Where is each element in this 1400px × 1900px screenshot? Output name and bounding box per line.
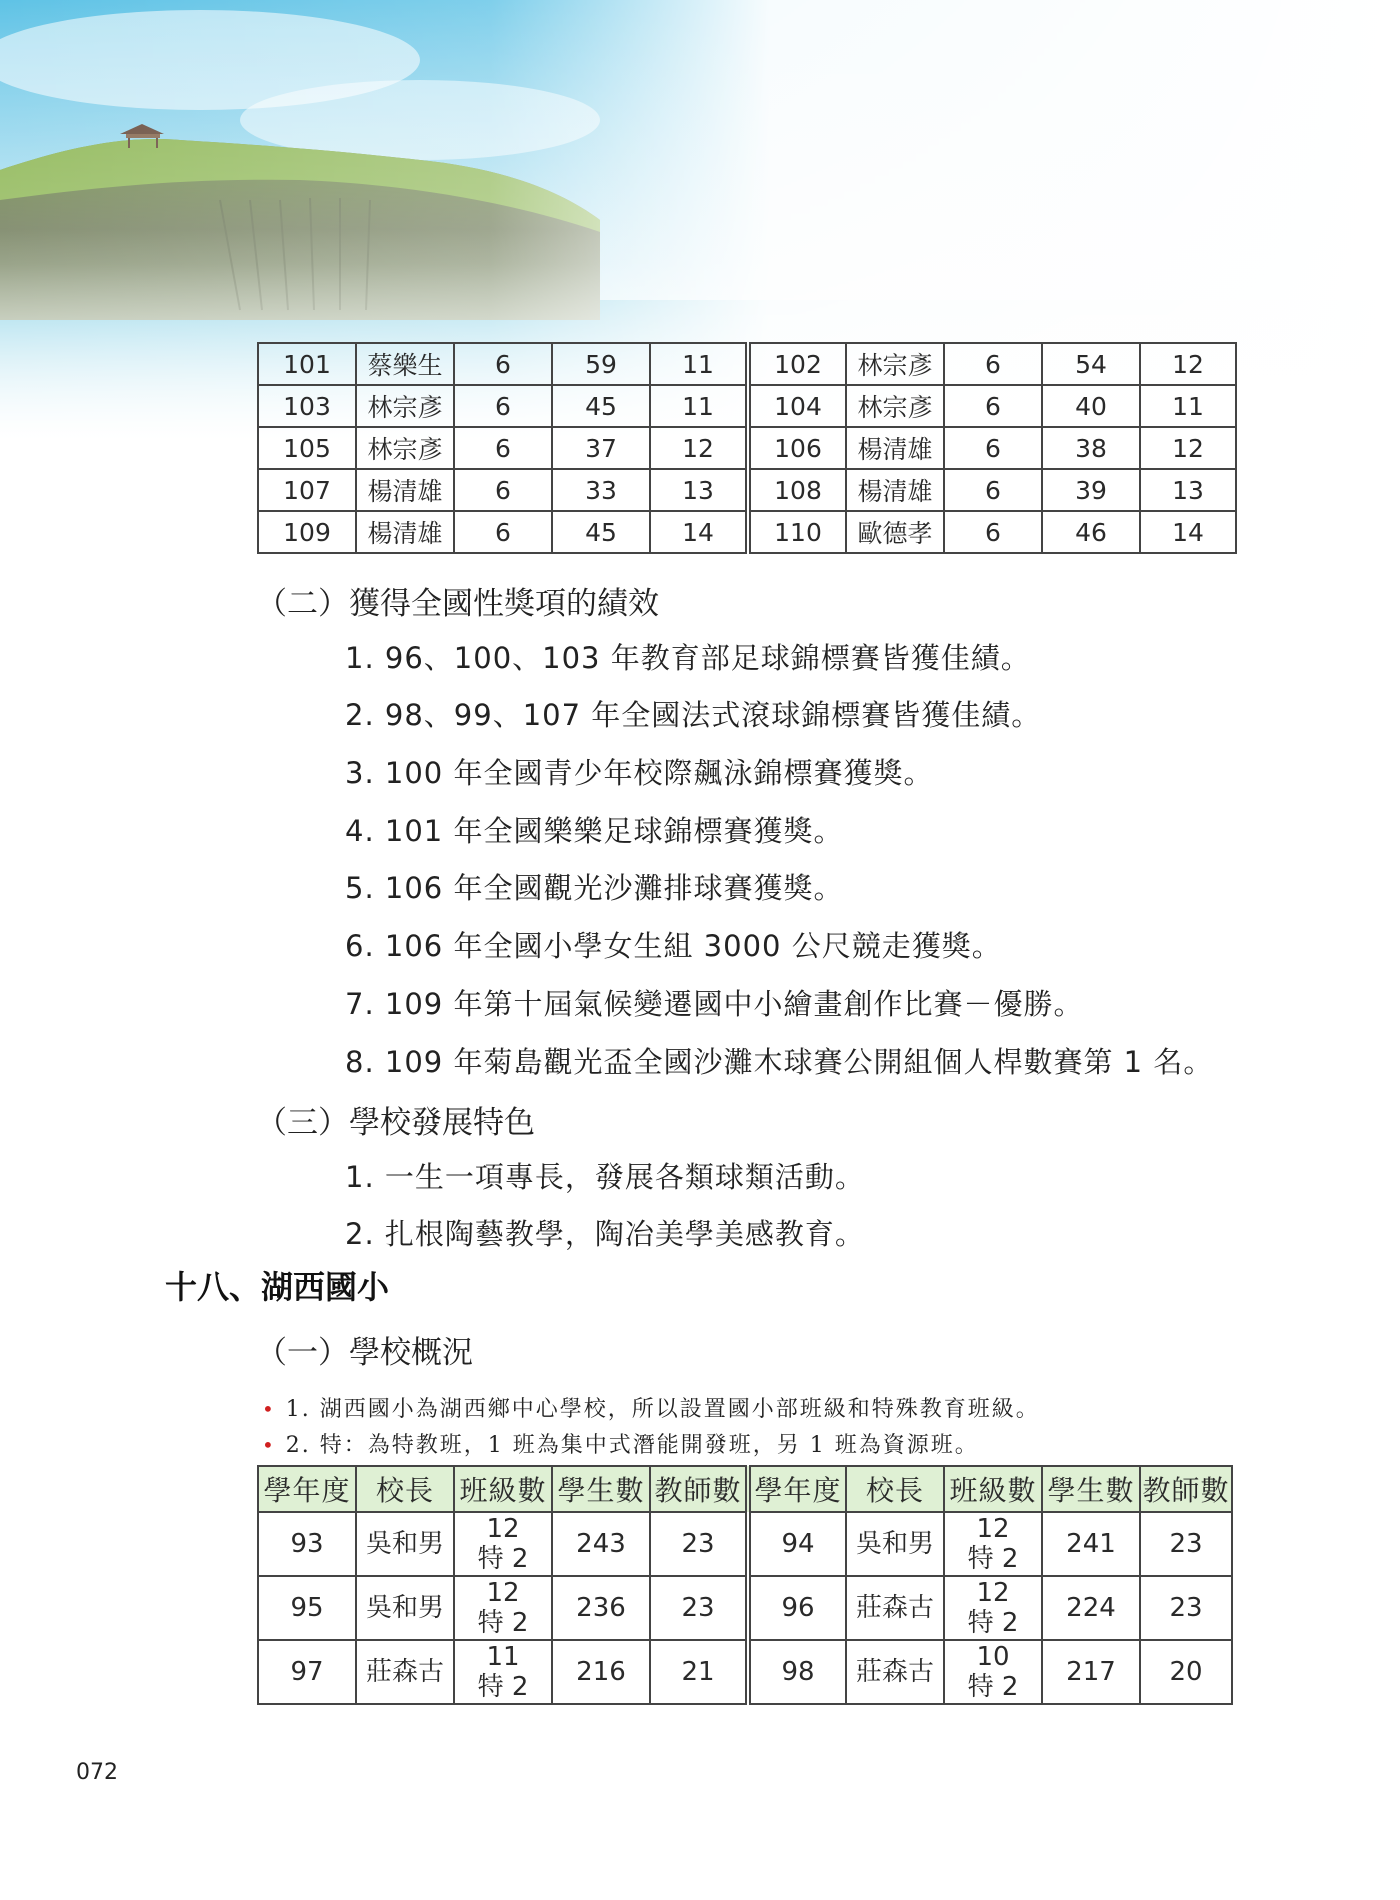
section2-item-4: 4. 101 年全國樂樂足球錦標賽獲獎。 [345,814,844,848]
cell-year: 96 [748,1576,846,1640]
cell-principal: 吳和男 [356,1512,454,1576]
note-2-text: 2. 特：為特教班，1 班為集中式潛能開發班，另 1 班為資源班。 [285,1433,979,1458]
col-header-classes-2: 班級數 [944,1466,1042,1512]
cell-classes [944,1640,1042,1704]
cell-teachers: 11 [650,385,748,427]
note-1 [262,1392,1040,1423]
cell-principal: 莊森古 [356,1640,454,1704]
cell-principal: 楊清雄 [356,511,454,553]
section2-item-1: 1. 96、100、103 年教育部足球錦標賽皆獲佳績。 [345,641,1031,675]
cell-principal: 吳和男 [846,1512,944,1576]
cell-teachers: 13 [650,469,748,511]
cell-principal: 楊清雄 [846,469,944,511]
cell-classes: 6 [454,385,552,427]
table-row [258,469,1236,511]
cell-year: 106 [748,427,846,469]
col-header-teachers-2: 教師數 [1140,1466,1232,1512]
cell-year: 95 [258,1576,356,1640]
section2-item-6: 6. 106 年全國小學女生組 3000 公尺競走獲獎。 [345,929,1002,963]
cell-students: 37 [552,427,650,469]
cell-teachers: 12 [650,427,748,469]
cell-students: 243 [552,1512,650,1576]
cell-students: 216 [552,1640,650,1704]
cell-students: 45 [552,385,650,427]
classes-special: 特 2 [967,1608,1019,1638]
cell-teachers: 12 [1140,343,1236,385]
note-1-text: 1. 湖西國小為湖西鄉中心學校，所以設置國小部班級和特殊教育班級。 [285,1397,1040,1422]
section3-item-1: 1. 一生一項專長，發展各類球類活動。 [345,1160,865,1194]
cell-teachers: 23 [650,1576,748,1640]
cell-students: 54 [1042,343,1140,385]
cell-year: 110 [748,511,846,553]
cell-principal: 楊清雄 [846,427,944,469]
cell-classes [944,1576,1042,1640]
section2-title: （二）獲得全國性獎項的績效 [256,586,659,622]
cell-classes: 6 [454,343,552,385]
cell-students: 217 [1042,1640,1140,1704]
cell-students: 33 [552,469,650,511]
cell-teachers: 20 [1140,1640,1232,1704]
cell-classes [454,1576,552,1640]
table-row [258,343,1236,385]
cell-teachers: 12 [1140,427,1236,469]
table1-body [258,343,1236,553]
heading-18-huxi-elementary: 十八、湖西國小 [165,1268,390,1306]
col-header-classes: 班級數 [454,1466,552,1512]
classes-regular: 12 [976,1578,1010,1608]
table-row [258,1512,1232,1576]
cell-year: 109 [258,511,356,553]
col-header-principal: 校長 [356,1466,454,1512]
classes-regular: 11 [486,1642,520,1672]
section2-item-2: 2. 98、99、107 年全國法式滾球錦標賽皆獲佳績。 [345,698,1042,732]
cell-principal: 林宗彥 [846,343,944,385]
cell-teachers: 13 [1140,469,1236,511]
cell-teachers: 11 [650,343,748,385]
cell-students: 224 [1042,1576,1140,1640]
cell-year: 104 [748,385,846,427]
cell-teachers: 21 [650,1640,748,1704]
table-row [258,427,1236,469]
cell-students: 241 [1042,1512,1140,1576]
cell-students: 40 [1042,385,1140,427]
cell-classes: 6 [454,511,552,553]
table-row [258,1640,1232,1704]
table2-header-row [258,1466,1232,1512]
classes-regular: 12 [486,1578,520,1608]
cell-year: 107 [258,469,356,511]
cell-year: 98 [748,1640,846,1704]
cell-classes [454,1512,552,1576]
note-2 [262,1428,979,1459]
cell-teachers: 23 [650,1512,748,1576]
cell-classes: 6 [454,469,552,511]
bullet-dot-icon: • [262,1433,276,1457]
cell-principal: 吳和男 [356,1576,454,1640]
section1-title: （一）學校概況 [256,1335,473,1371]
cell-students: 236 [552,1576,650,1640]
col-header-students-2: 學生數 [1042,1466,1140,1512]
col-header-year: 學年度 [258,1466,356,1512]
cell-year: 102 [748,343,846,385]
cell-year: 101 [258,343,356,385]
table-row [258,385,1236,427]
cell-classes: 6 [944,343,1042,385]
cell-year: 108 [748,469,846,511]
cell-teachers: 23 [1140,1576,1232,1640]
cell-classes [944,1512,1042,1576]
section3-item-2: 2. 扎根陶藝教學，陶冶美學美感教育。 [345,1217,865,1251]
section3-title: （三）學校發展特色 [256,1105,535,1141]
col-header-students: 學生數 [552,1466,650,1512]
classes-special: 特 2 [477,1608,529,1638]
cell-year: 97 [258,1640,356,1704]
classes-special: 特 2 [477,1544,529,1574]
cell-principal: 蔡樂生 [356,343,454,385]
classes-regular: 12 [486,1514,520,1544]
cell-students: 59 [552,343,650,385]
section2-item-8: 8. 109 年菊島觀光盃全國沙灘木球賽公開組個人桿數賽第 1 名。 [345,1045,1214,1079]
table-row [258,1576,1232,1640]
cell-teachers: 23 [1140,1512,1232,1576]
cell-students: 38 [1042,427,1140,469]
bullet-dot-icon: • [262,1397,276,1421]
cell-principal: 歐德孝 [846,511,944,553]
cell-classes: 6 [944,427,1042,469]
principal-history-table-2 [257,1465,1233,1705]
cell-principal: 楊清雄 [356,469,454,511]
col-header-teachers: 教師數 [650,1466,748,1512]
classes-special: 特 2 [967,1544,1019,1574]
cell-classes: 6 [454,427,552,469]
cell-principal: 林宗彥 [356,427,454,469]
col-header-year-2: 學年度 [748,1466,846,1512]
cell-students: 45 [552,511,650,553]
cell-classes: 6 [944,385,1042,427]
cell-year: 94 [748,1512,846,1576]
cell-principal: 林宗彥 [846,385,944,427]
cell-teachers: 14 [650,511,748,553]
cell-year: 105 [258,427,356,469]
col-header-principal-2: 校長 [846,1466,944,1512]
section2-item-5: 5. 106 年全國觀光沙灘排球賽獲獎。 [345,871,844,905]
cell-year: 103 [258,385,356,427]
page-number: 072 [76,1760,118,1785]
cell-students: 39 [1042,469,1140,511]
cell-year: 93 [258,1512,356,1576]
classes-special: 特 2 [967,1672,1019,1702]
section2-item-3: 3. 100 年全國青少年校際飆泳錦標賽獲獎。 [345,756,934,790]
cell-teachers: 14 [1140,511,1236,553]
cell-students: 46 [1042,511,1140,553]
classes-special: 特 2 [477,1672,529,1702]
cell-principal: 莊森古 [846,1576,944,1640]
cell-principal: 林宗彥 [356,385,454,427]
cell-classes: 6 [944,469,1042,511]
principal-history-table-1 [257,342,1237,554]
cell-classes: 6 [944,511,1042,553]
cell-teachers: 11 [1140,385,1236,427]
classes-regular: 12 [976,1514,1010,1544]
table-row [258,511,1236,553]
classes-regular: 10 [976,1642,1010,1672]
section2-item-7: 7. 109 年第十屆氣候變遷國中小繪畫創作比賽－優勝。 [345,987,1084,1021]
cell-principal: 莊森古 [846,1640,944,1704]
cell-classes [454,1640,552,1704]
